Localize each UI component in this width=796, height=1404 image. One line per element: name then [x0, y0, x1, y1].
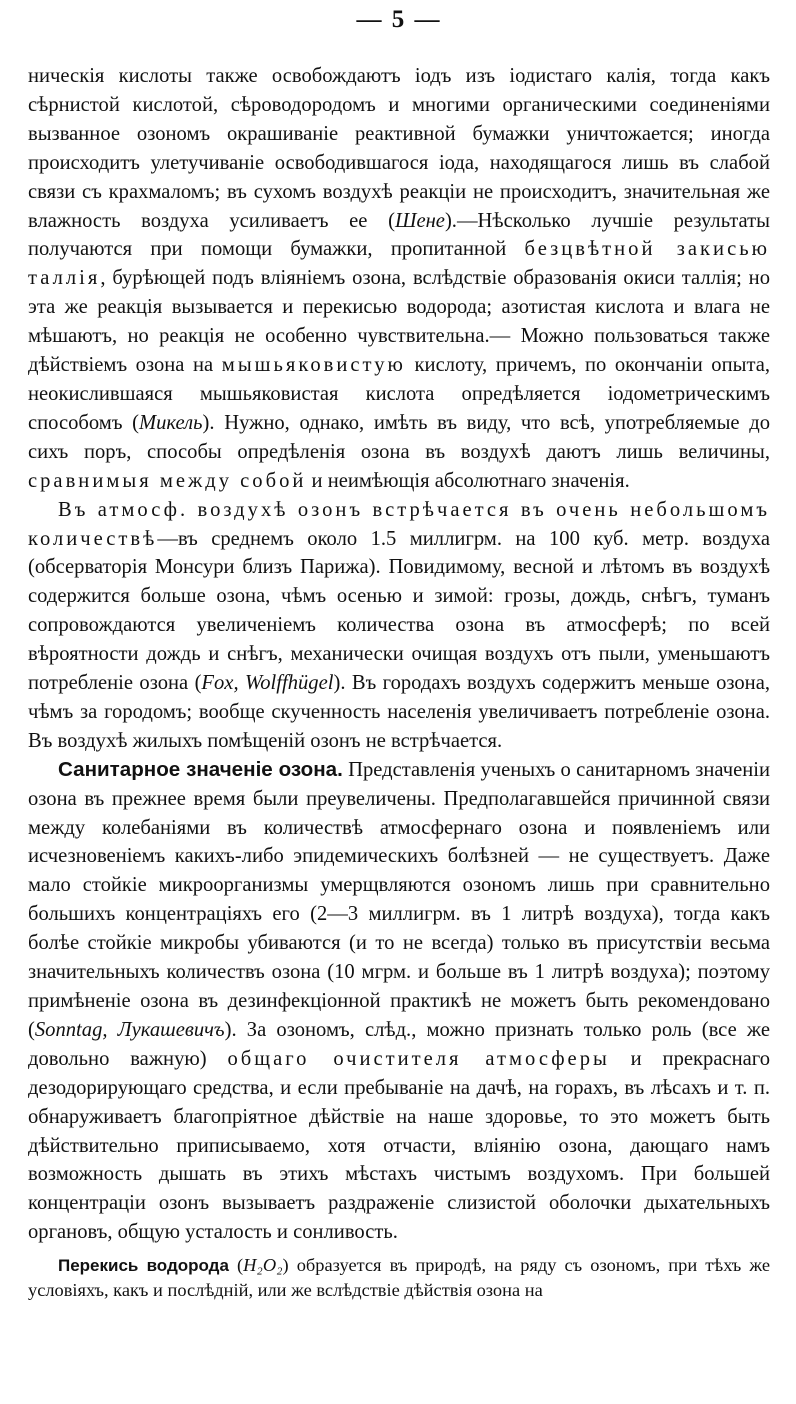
- chemical-formula: H₂O₂: [243, 1255, 283, 1276]
- paragraph-hydrogen-peroxide: Перекись водорода (H₂O₂) образуется въ природѣ, на ряду съ озономъ, при тѣхъ же условіяхъ, какъ и послѣдній, или же вслѣдствіе дѣйствія озона на: [28, 1255, 770, 1301]
- page-number: — 5 —: [356, 6, 442, 33]
- author-name: Sonntag, Лукашевичъ: [34, 1018, 225, 1041]
- spaced-emphasis: безцвѣтной закисью таллія: [28, 238, 770, 290]
- author-name: Микель: [138, 411, 203, 434]
- paragraph-ozone-detection: ническія кислоты также освобождаютъ іодъ изъ іодистаго калія, тогда какъ сѣрнистой кислотой, сѣроводородомъ и многими органическими соединеніями вызванное озономъ окрашиваніе реактивной бумажки уничтожается; иногда происходитъ улетучиваніе освободившагося іода, находящагося лишь въ слабой связи съ крахмаломъ; въ сухомъ воздухѣ реакціи не происходитъ, значительная же влажность воздуха усиливаетъ ее (Шене).—Нѣсколько лучшіе результаты получаются при помощи бумажки, пропитанной безцвѣтной закисью таллія, бурѣющей подъ вліяніемъ озона, вслѣдствіе образованія окиси таллія; но эта же реакція вызывается и перекисью водорода; азотистая кислота и влага не мѣшаютъ, но реакція не особенно чувствительна.— Можно пользоваться также дѣйствіемъ озона на мышьяковистую кислоту, причемъ, по окончаніи опыта, неокислившаяся мышьяковистая кислота опредѣляется іодометрическимъ способомъ (Микель). Нужно, однако, имѣть въ виду, что всѣ, употребляемые до сихъ поръ, способы опредѣленія озона въ воздухѣ даютъ лишь величины, сравнимыя между собой и неимѣющія абсолютнаго значенія.: [28, 65, 770, 492]
- section-heading: Перекись водорода: [58, 1256, 229, 1276]
- spaced-emphasis: общаго очистителя атмосферы: [227, 1047, 610, 1070]
- author-name: Шене: [394, 209, 445, 232]
- paragraph-atmospheric-ozone: Въ атмосф. воздухѣ озонъ встрѣчается въ очень небольшомъ количествѣ—въ среднемъ около 1.5 миллигрм. на 100 куб. метр. воздуха (обсерваторія Монсури близъ Парижа). Повидимому, весной и лѣтомъ въ воздухѣ содержится больше озона, чѣмъ осенью и зимой: грозы, дождь, снѣгъ, туманъ сопровождаются увеличеніемъ количества озона въ атмосферѣ; по всей вѣроятности дождь и снѣгъ, механически очищая воздухъ отъ пыли, уменьшаютъ потребленіе озона (Fox, Wolffhügel). Въ городахъ воздухъ содержитъ меньше озона, чѣмъ за городомъ; вообще скученность населенія увеличиваетъ потребленіе озона. Въ воздухѣ жилыхъ помѣщеній озонъ не встрѣчается.: [28, 498, 770, 752]
- spaced-emphasis: сравнимыя между собой: [28, 469, 307, 492]
- spaced-emphasis: Въ атмосф. воздухѣ озонъ встрѣчается въ очень небольшомъ количествѣ: [28, 498, 770, 550]
- spaced-emphasis: мышьяковистую: [221, 354, 406, 377]
- paragraph-sanitary-significance: Санитарное значеніе озона. Представленія ученыхъ о санитарномъ значеніи озона въ прежнее время были преувеличены. Предполагавшейся причинной связи между колебаніями въ количествѣ атмосфернаго озона и появленіемъ или исчезновеніемъ какихъ-либо эпидемическихъ болѣзней — не существуетъ. Даже мало стойкіе микроорганизмы умерщвляются озономъ лишь при сравнительно большихъ концентраціяхъ его (2—3 миллигрм. въ 1 литрѣ воздуха), тогда какъ болѣе стойкіе микробы убиваются (и то не всегда) только въ присутствіи весьма значительныхъ количествъ озона (10 мгрм. и больше въ 1 литрѣ воздуха); поэтому примѣненіе озона въ дезинфекціонной практикѣ не можетъ быть рекомендовано (Sonntag, Лукашевичъ). За озономъ, слѣд., можно признать только роль (все же довольно важную) общаго очистителя атмосферы и прекраснаго дезодорирующаго средства, и если пребываніе на дачѣ, на горахъ, въ лѣсахъ и т. п. обнаруживаетъ благопріятное дѣйствіе на наше здоровье, то это можетъ быть дѣйствительно приписываемо, хотя отчасти, вліянію озона, дающаго намъ возможность дышать въ этихъ мѣстахъ чистымъ воздухомъ. При большей концентраціи озонъ вызываетъ раздраженіе слизистой оболочки дыхательныхъ органовъ, общую усталость и сонливость.: [28, 757, 770, 1244]
- author-name: Fox, Wolffhügel: [201, 672, 334, 695]
- section-heading: Санитарное значеніе озона.: [58, 757, 343, 781]
